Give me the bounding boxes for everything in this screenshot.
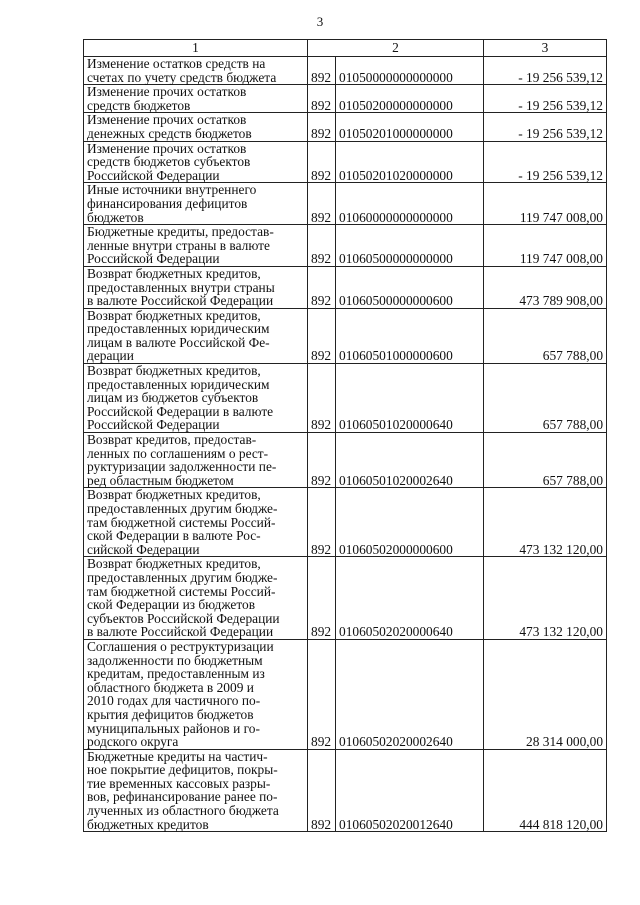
row-name-line: ред областным бюджетом (87, 472, 234, 488)
row-name-line: родского округа (87, 734, 179, 750)
row-name-cell (84, 183, 308, 225)
row-name-line: бюджетов (87, 209, 144, 225)
table-row (84, 183, 607, 225)
row-name-line: областного бюджета в 2009 и (87, 679, 254, 695)
budget-sources-table (83, 39, 607, 832)
budget-code-cell: 01060500000000000 (336, 225, 484, 267)
amount-cell: 119 747 008,00 (484, 225, 607, 267)
row-name-line: лицам из бюджетов субъектов (87, 390, 259, 406)
admin-code-cell: 892 (308, 113, 336, 141)
row-name-line: там бюджетной системы Россий- (87, 583, 276, 599)
row-name-line: в валюте Российской Федерации (87, 624, 274, 640)
row-name-line: бюджетных кредитов (87, 816, 209, 832)
row-name-line: в валюте Российской Федерации (87, 293, 274, 309)
admin-code-cell: 892 (308, 85, 336, 113)
row-name-line: тие временных кассовых разры- (87, 775, 271, 791)
admin-code-cell: 892 (308, 488, 336, 557)
budget-code-cell: 01060502020012640 (336, 749, 484, 832)
row-name-line: ской Федерации в валюте Рос- (87, 528, 261, 544)
row-name-line: Возврат бюджетных кредитов, (87, 307, 261, 323)
budget-code-cell: 01050201020000000 (336, 141, 484, 183)
admin-code-cell: 892 (308, 433, 336, 488)
row-name-line: ской Федерации из бюджетов (87, 597, 256, 613)
row-name-cell (84, 433, 308, 488)
row-name-line: предоставленных внутри страны (87, 279, 275, 295)
table-row (84, 433, 607, 488)
amount-cell: 657 788,00 (484, 308, 607, 363)
row-name-line: Изменение прочих остатков (87, 84, 247, 100)
admin-code-cell: 892 (308, 308, 336, 363)
budget-code-cell: 01050201000000000 (336, 113, 484, 141)
amount-cell: 473 789 908,00 (484, 266, 607, 308)
row-name-cell (84, 141, 308, 183)
admin-code-cell: 892 (308, 57, 336, 85)
amount-cell: 657 788,00 (484, 364, 607, 433)
amount-cell: 444 818 120,00 (484, 749, 607, 832)
row-name-line: сийской Федерации (87, 541, 200, 557)
table-row (84, 57, 607, 85)
row-name-cell (84, 225, 308, 267)
page-number: 3 (316, 14, 324, 29)
row-name-line: предоставленных юридическим (87, 376, 270, 392)
row-name-line: предоставленных другим бюдже- (87, 501, 278, 516)
row-name-line: предоставленных другим бюдже- (87, 569, 278, 585)
row-name-line: руктуризации задолженности пе- (87, 459, 277, 475)
header-row (84, 40, 607, 57)
row-name-line: Изменение прочих остатков (87, 112, 247, 128)
amount-cell: - 19 256 539,12 (484, 141, 607, 183)
row-name-line: задолженности по бюджетным (87, 652, 263, 668)
budget-code-cell: 01060502000000600 (336, 488, 484, 557)
row-name-line: крытия дефицитов бюджетов (87, 706, 254, 722)
row-name-line: дерации (87, 348, 134, 364)
column-header-3: 3 (484, 40, 607, 57)
table-row (84, 364, 607, 433)
table-row (84, 557, 607, 640)
row-name-cell (84, 364, 308, 433)
table-row (84, 113, 607, 141)
row-name-line: денежных средств бюджетов (87, 125, 252, 141)
amount-cell: 657 788,00 (484, 433, 607, 488)
row-name-line: Возврат бюджетных кредитов, (87, 556, 261, 572)
table-row (84, 639, 607, 749)
row-name-line: предоставленных юридическим (87, 321, 270, 337)
amount-cell: - 19 256 539,12 (484, 113, 607, 141)
table-row (84, 225, 607, 267)
admin-code-cell: 892 (308, 225, 336, 267)
row-name-line: Возврат бюджетных кредитов, (87, 265, 261, 281)
table-row (84, 488, 607, 557)
row-name-line: ное покрытие дефицитов, покры- (87, 762, 278, 778)
row-name-cell (84, 639, 308, 749)
row-name-line: лицам в валюте Российской Фе- (87, 334, 270, 350)
row-name-line: Иные источники внутреннего (87, 182, 257, 198)
table-row (84, 85, 607, 113)
row-name-cell (84, 488, 308, 557)
budget-code-cell: 01060000000000000 (336, 183, 484, 225)
row-name-cell (84, 266, 308, 308)
table-row (84, 749, 607, 832)
row-name-line: вов, рефинансирование ранее по- (87, 789, 278, 805)
row-name-line: Бюджетные кредиты на частич- (87, 748, 268, 764)
budget-code-cell: 01060502020002640 (336, 639, 484, 749)
row-name-cell (84, 557, 308, 640)
amount-cell: 119 747 008,00 (484, 183, 607, 225)
row-name-line: ленных по соглашениям о рест- (87, 445, 269, 461)
row-name-line: Возврат кредитов, предостав- (87, 432, 257, 448)
row-name-line: счетах по учету средств бюджета (87, 69, 277, 85)
amount-cell: - 19 256 539,12 (484, 57, 607, 85)
admin-code-cell: 892 (308, 639, 336, 749)
row-name-line: Бюджетные кредиты, предостав- (87, 224, 274, 240)
table-row (84, 308, 607, 363)
row-name-line: Российской Федерации (87, 251, 220, 267)
row-name-line: кредитам, предоставленным из (87, 666, 265, 682)
row-name-cell (84, 57, 308, 85)
row-name-line: средств бюджетов субъектов (87, 154, 251, 170)
amount-cell: 473 132 120,00 (484, 488, 607, 557)
budget-code-cell: 01050200000000000 (336, 85, 484, 113)
row-name-line: Изменение остатков средств на (87, 56, 266, 71)
budget-code-cell: 01050000000000000 (336, 57, 484, 85)
row-name-line: Возврат бюджетных кредитов, (87, 363, 261, 379)
amount-cell: 473 132 120,00 (484, 557, 607, 640)
table-row (84, 141, 607, 183)
budget-code-cell: 01060502020000640 (336, 557, 484, 640)
row-name-cell (84, 308, 308, 363)
budget-code-cell: 01060501020000640 (336, 364, 484, 433)
budget-code-cell: 01060501000000600 (336, 308, 484, 363)
admin-code-cell: 892 (308, 183, 336, 225)
row-name-line: Российской Федерации в валюте (87, 403, 274, 419)
admin-code-cell: 892 (308, 749, 336, 832)
table-row (84, 266, 607, 308)
row-name-line: Изменение прочих остатков (87, 140, 247, 156)
row-name-cell (84, 85, 308, 113)
column-header-1: 1 (84, 40, 308, 57)
column-header-2: 2 (308, 40, 484, 57)
row-name-line: муниципальных районов и го- (87, 720, 260, 736)
budget-code-cell: 01060501020002640 (336, 433, 484, 488)
row-name-cell (84, 749, 308, 832)
row-name-line: Российской Федерации (87, 167, 220, 183)
row-name-line: Возврат бюджетных кредитов, (87, 487, 261, 503)
amount-cell: 28 314 000,00 (484, 639, 607, 749)
admin-code-cell: 892 (308, 266, 336, 308)
amount-cell: - 19 256 539,12 (484, 85, 607, 113)
row-name-line: средств бюджетов (87, 97, 191, 113)
row-name-line: Соглашения о реструктуризации (87, 638, 274, 654)
row-name-line: там бюджетной системы Россий- (87, 514, 276, 530)
budget-code-cell: 01060500000000600 (336, 266, 484, 308)
row-name-line: субъектов Российской Федерации (87, 610, 280, 626)
row-name-line: Российской Федерации (87, 417, 220, 433)
row-name-line: финансирования дефицитов (87, 195, 248, 211)
row-name-line: ленные внутри страны в валюте (87, 237, 270, 253)
admin-code-cell: 892 (308, 141, 336, 183)
row-name-line: лученных из областного бюджета (87, 803, 279, 819)
admin-code-cell: 892 (308, 557, 336, 640)
row-name-line: 2010 годах для частичного по- (87, 693, 261, 709)
row-name-cell (84, 113, 308, 141)
admin-code-cell: 892 (308, 364, 336, 433)
